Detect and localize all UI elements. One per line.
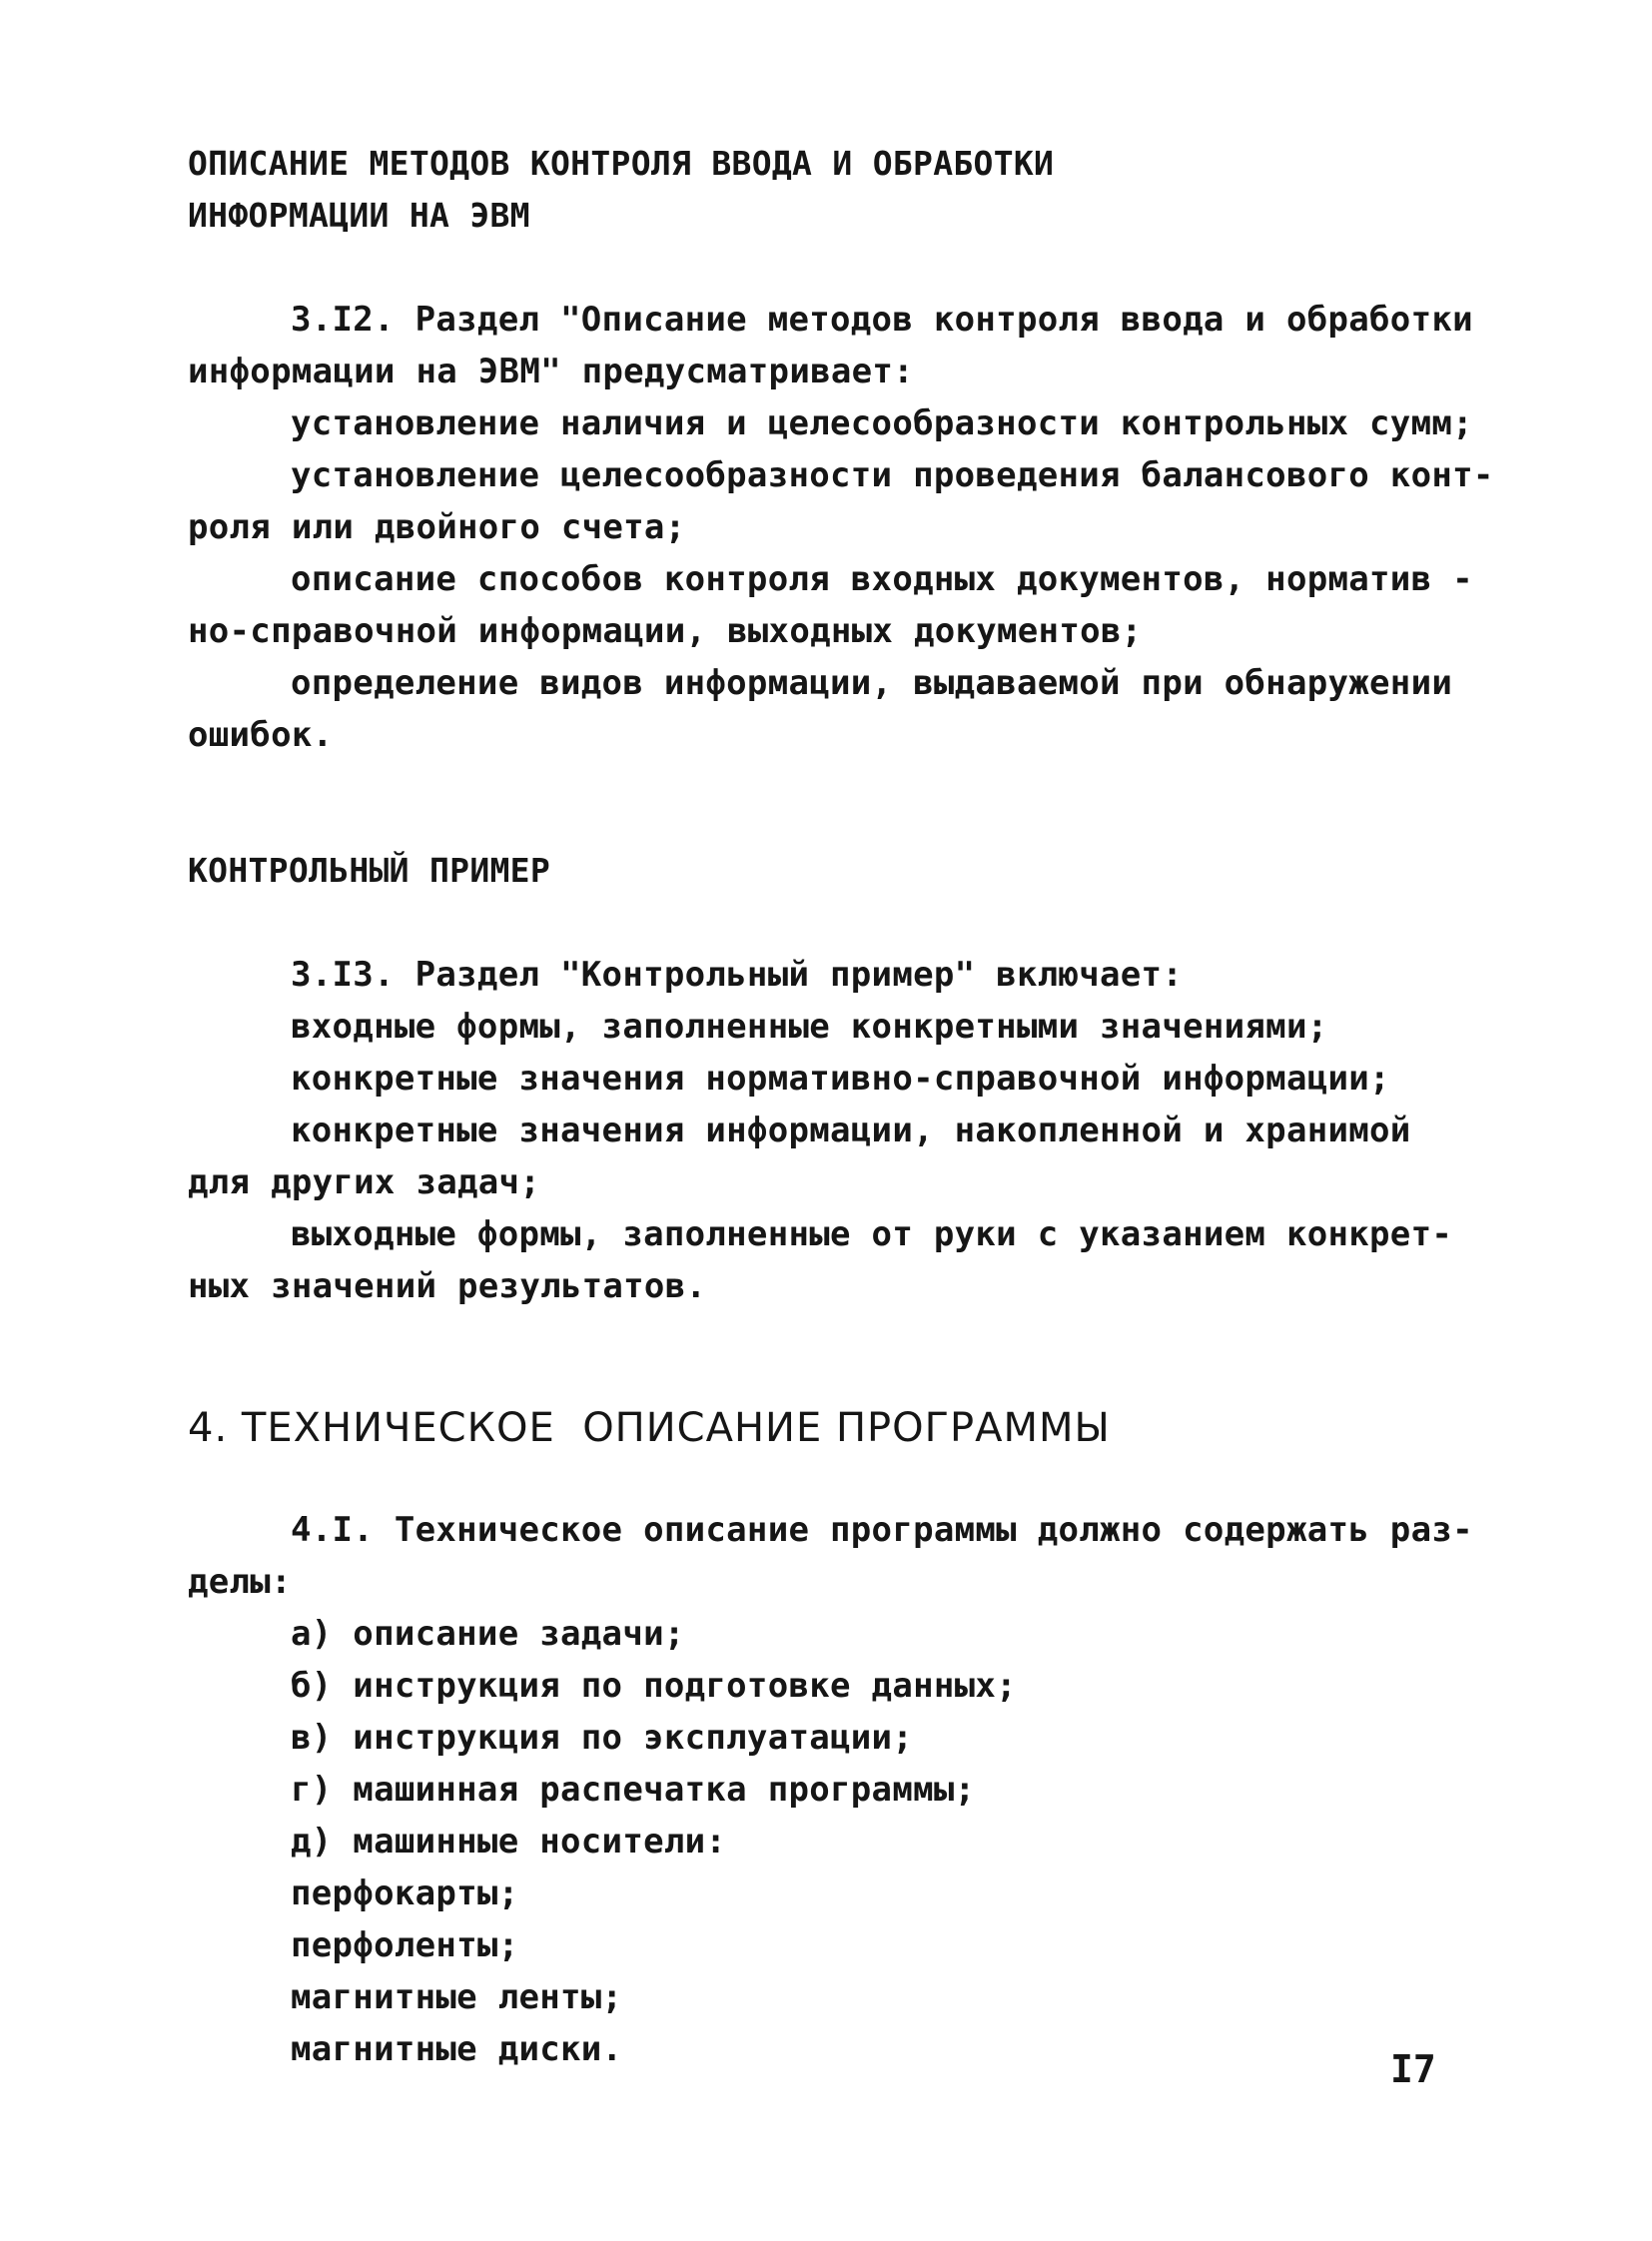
paragraph-3-12 <box>188 294 1494 761</box>
text-line: роля или двойного счета; <box>188 507 686 547</box>
text-line: ных значений результатов. <box>188 1266 707 1306</box>
text-line: ошибок. <box>188 715 334 755</box>
heading-line: КОНТРОЛЬНЫЙ ПРИМЕР <box>188 851 551 890</box>
section-heading-control-example <box>188 845 550 897</box>
heading-line: ОПИСАНИЕ МЕТОДОВ КОНТРОЛЯ ВВОДА И ОБРАБОТКИ <box>188 144 1055 183</box>
text-line: информации на ЭВМ" предусматривает: <box>188 352 914 391</box>
list-item: в) инструкция по эксплуатации; <box>291 1718 914 1758</box>
heading-line: ИНФОРМАЦИИ НА ЭВМ <box>188 196 530 235</box>
list-item: магнитные ленты; <box>291 1977 623 2017</box>
list-item: магнитные диски. <box>291 2029 623 2069</box>
text-line: установление целесообразности проведения балансового конт- <box>291 455 1494 495</box>
list-item: перфоленты; <box>291 1925 519 1965</box>
list-item: г) машинная распечатка программы; <box>291 1770 976 1810</box>
text-line: входные формы, заполненные конкретными значениями; <box>291 1007 1328 1047</box>
text-line: выходные формы, заполненные от руки с указанием конкрет- <box>291 1214 1453 1254</box>
section-heading-technical-description: 4. ТЕХНИЧЕСКОЕ ОПИСАНИЕ ПРОГРАММЫ <box>188 1405 1111 1451</box>
text-line: 3.I2. Раздел "Описание методов контроля ввода и обработки <box>291 300 1473 340</box>
text-line: 4.I. Техническое описание программы должно содержать раз- <box>291 1510 1473 1550</box>
list-item: д) машинные носители: <box>291 1822 727 1862</box>
section-heading-control-methods <box>188 138 1054 242</box>
text-line: конкретные значения информации, накопленной и хранимой <box>291 1111 1411 1150</box>
text-line: 3.I3. Раздел "Контрольный пример" включает: <box>291 955 1184 995</box>
page-number: I7 <box>1390 2047 1436 2091</box>
text-line: делы: <box>188 1562 292 1602</box>
paragraph-3-13 <box>188 949 1452 1312</box>
list-item: б) инструкция по подготовке данных; <box>291 1666 1017 1706</box>
list-item: перфокарты; <box>291 1873 519 1913</box>
text-line: для других задач; <box>188 1162 541 1202</box>
paragraph-4-1 <box>188 1504 1473 2075</box>
text-line: определение видов информации, выдаваемой при обнаружении <box>291 663 1453 703</box>
list-item: а) описание задачи; <box>291 1614 685 1654</box>
text-line: конкретные значения нормативно-справочной информации; <box>291 1059 1390 1099</box>
text-line: описание способов контроля входных документов, норматив - <box>291 559 1473 599</box>
text-line: но-справочной информации, выходных документов; <box>188 611 1143 651</box>
text-line: установление наличия и целесообразности контрольных сумм; <box>291 403 1473 443</box>
